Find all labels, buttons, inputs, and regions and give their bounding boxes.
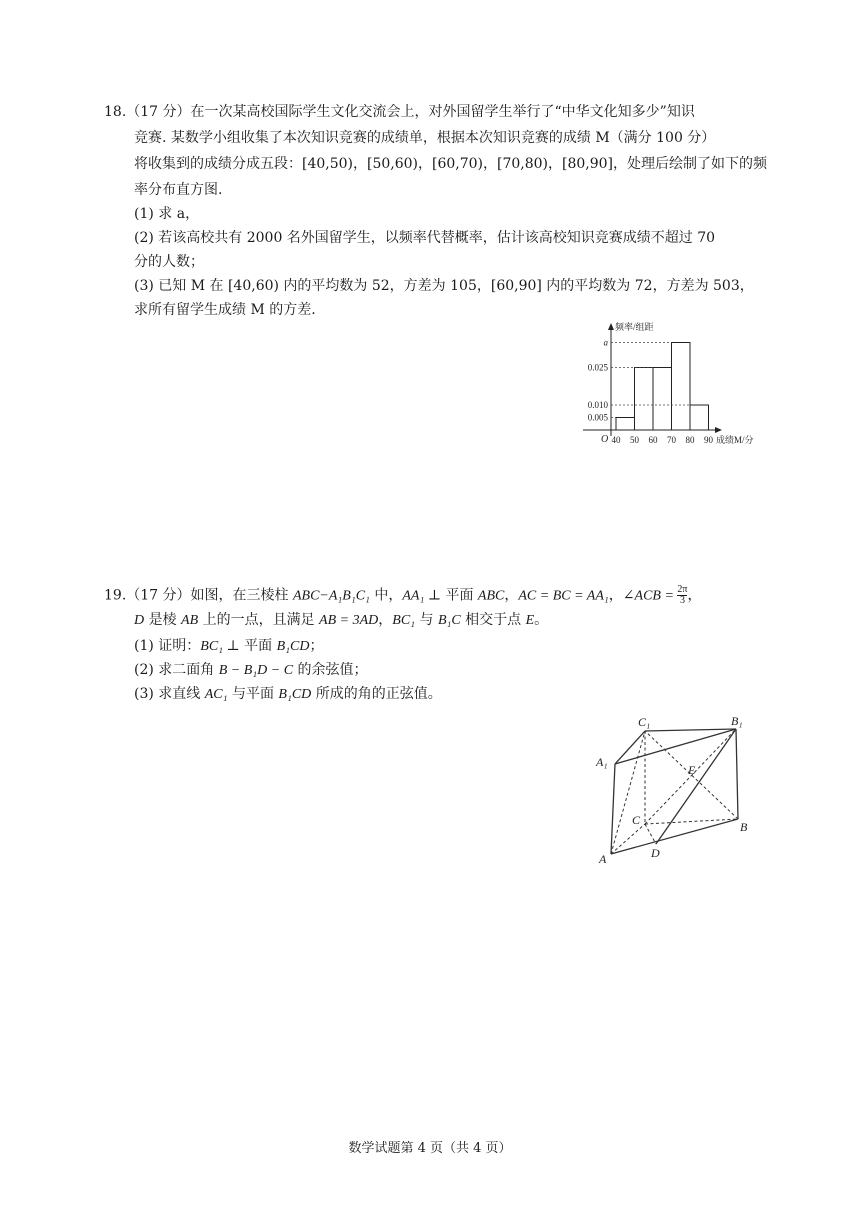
y-tick-label: 0.010 [587,400,608,410]
label-e: E [688,763,696,777]
math-abc: ABC [477,588,505,604]
q19-text: (1) 证明： [134,638,201,654]
edge-b-b1 [736,729,738,819]
q18-line-3: 将收集到的成绩分成五段：[40,50)，[50,60)，[60,70)，[70,80)，[80,90]，处理后绘制了如下的频 [134,156,768,172]
q18-part-3: (3) 已知 M 在 [40,60) 内的平均数为 52，方差为 105，[60,90] 内的平均数为 72，方差为 503， [134,278,754,294]
edge-a1-b1 [615,729,736,764]
math-e: E [525,613,535,628]
q19-text: 的余弦值； [293,662,368,678]
q19-text: 中， [369,587,403,604]
q19-line-2 [134,610,548,631]
math-angle: ∠ACB = [622,588,678,604]
q19-text: ， [608,587,623,604]
math-ab: AB [181,613,199,628]
fraction-numerator: 2π [677,584,688,595]
histogram-bar [653,368,672,431]
y-tick-label: 0.025 [587,362,608,373]
y-axis-arrow [608,323,614,330]
q19-part-3 [134,684,442,705]
q19-text: 与 [415,612,438,628]
x-tick-label: 40 [611,435,621,445]
histogram-bar [616,418,635,431]
q19-text: 。 [534,612,549,628]
edge-c1-b1 [645,729,736,731]
q18-line-2: 竞赛. 某数学小组收集了本次知识竞赛的成绩单，根据本次知识竞赛的成绩 M（满分 100 分） [134,130,716,146]
label-b: B [740,820,748,834]
segment-c-d [645,824,656,844]
edge-a-b [611,819,738,854]
q19-text: ， [504,587,519,604]
q19-text: (2) 求二面角 [134,662,219,678]
x-tick-label: 50 [630,435,639,445]
q19-part-2 [134,660,368,681]
histogram-bar [690,405,709,430]
q19-text: (3) 求直线 [134,686,205,702]
label-c1: C₁ [638,715,651,729]
origin-label: O [601,434,609,445]
math-prism: ABC−A₁B₁C₁ [292,588,370,604]
x-tick-label: 60 [648,435,658,445]
q18-line-1: 18.（17 分）在一次某高校国际学生文化交流会上，对外国留学生举行了“中华文化知多少”知识 [104,104,695,120]
label-c: C [632,813,641,827]
prism-figure [590,710,765,870]
math-d: D [134,613,145,628]
x-axis-label: 成绩M/分 [716,435,754,445]
histogram-bar [635,368,654,431]
label-d: D [651,846,660,860]
q18-part-2: (2) 若该高校共有 2000 名外国留学生，以频率代替概率，估计该高校知识竞赛成绩不超过 70 [134,230,716,246]
math-b1cd: B₁CD [278,687,312,702]
q19-text: 相交于点 [460,612,526,628]
frequency-histogram [575,318,780,453]
x-tick-label: 90 [704,435,713,445]
math-b1cd: B₁CD [276,639,310,654]
fraction-denominator: 3 [679,595,685,606]
label-a1: A₁ [596,755,608,769]
q18-part-1: (1) 求 a， [134,206,200,222]
x-tick-label: 80 [685,435,695,445]
q18-part-3-cont: 求所有留学生成绩 M 的方差. [134,302,316,318]
x-axis-arrow [715,427,722,433]
label-a: A [599,852,607,866]
math-bc1-perp: BC₁ ⊥ [200,639,240,654]
q19-part-1 [134,636,324,657]
math-ac1: AC₁ [204,687,228,702]
segment-b1-d [656,729,736,844]
q19-text: 平面 [239,638,277,654]
y-axis-label: 频率/组距 [615,322,654,332]
q18-line-4: 率分布直方图. [134,182,223,198]
page-footer: 数学试题第 4 页（共 4 页） [348,1141,512,1156]
y-tick-label: 0.005 [587,412,608,423]
q19-text: 平面 [441,587,478,604]
x-tick-label: 70 [667,435,676,445]
q19-text: 上的一点，且满足 [198,612,320,628]
q19-text: ， [378,612,393,628]
q19-line-1 [104,585,701,607]
q19-text: ， [687,587,702,604]
q19-text: 是棱 [144,612,182,628]
q19-text: ； [309,638,324,654]
fraction-2pi-3 [677,585,687,606]
math-aa1-perp: AA₁ ⊥ [402,588,442,604]
histogram-bar [672,343,691,431]
q19-text: 所成的角的正弦值。 [311,686,442,702]
label-b1: B₁ [731,714,743,728]
q18-part-2-cont: 分的人数； [134,254,204,270]
math-ab-3ad: AB = 3AD [319,613,379,628]
q19-text: 19.（17 分）如图，在三棱柱 [104,587,293,604]
math-equal-sides: AC = BC = AA₁ [518,588,609,604]
math-bc1: BC₁ [392,613,416,628]
math-dihedral: B − B₁D − C [218,663,294,678]
math-b1c: B₁C [437,613,461,628]
q19-text: 与平面 [227,686,279,702]
y-tick-label: a [603,337,608,348]
